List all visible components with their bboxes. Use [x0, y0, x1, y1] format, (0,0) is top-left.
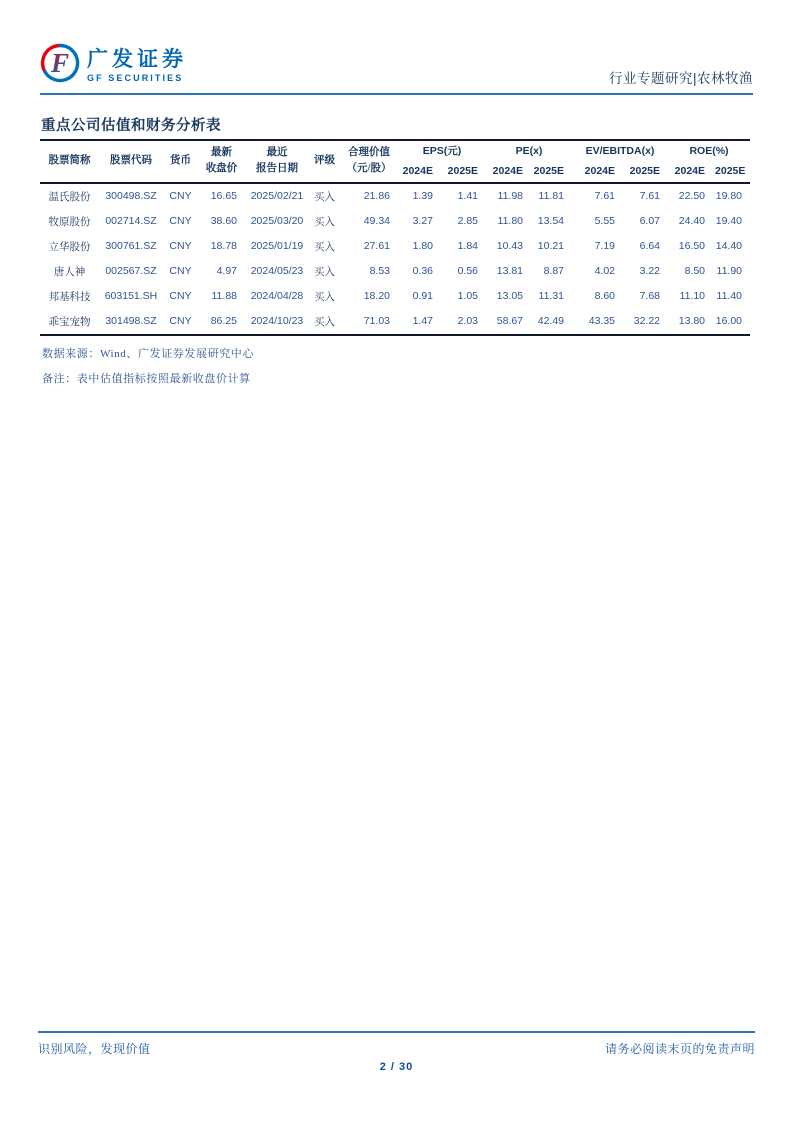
table-cell: CNY — [169, 265, 192, 278]
data-source-note: 数据来源：Wind、广发证券发展研究中心 — [42, 347, 254, 360]
col-header-stock-code: 股票代码 — [110, 155, 152, 167]
table-cell: 42.49 — [537, 315, 565, 328]
table-cell: 1.05 — [457, 290, 479, 303]
table-cell: 7.61 — [594, 190, 616, 203]
table-cell: 2024/05/23 — [250, 265, 304, 278]
table-cell: 19.80 — [715, 190, 743, 203]
table-cell: 43.35 — [588, 315, 616, 328]
report-date-line1: 最近 — [266, 147, 288, 158]
report-category — [609, 67, 753, 88]
stock-name-cell: 立华股份 — [48, 241, 91, 253]
table-cell: 11.88 — [211, 290, 237, 303]
page-header — [40, 0, 753, 95]
col-header-eps-2024e: 2024E — [402, 165, 433, 178]
industry-label: 农林牧渔 — [697, 71, 753, 86]
page-footer — [38, 1031, 755, 1073]
doc-type-label: 行业专题研究 — [608, 71, 693, 86]
table-cell: 7.19 — [594, 240, 616, 253]
table-cell: 38.60 — [210, 215, 237, 228]
col-header-pe-2025e: 2025E — [533, 165, 565, 178]
footer-text-row — [38, 1040, 755, 1057]
table-cell: 300498.SZ — [105, 190, 157, 203]
table-cell: 0.36 — [412, 265, 433, 278]
table-cell: 8.50 — [684, 265, 706, 278]
col-group-eps: EPS(元) — [422, 145, 462, 157]
col-header-report-date — [245, 140, 309, 183]
col-group-roe: ROE(%) — [689, 145, 729, 157]
table-cell: CNY — [169, 315, 192, 328]
table-cell: 21.86 — [363, 190, 390, 203]
table-cell: 16.65 — [210, 190, 237, 203]
table-row — [40, 259, 750, 284]
table-cell: 14.40 — [715, 240, 743, 253]
table-cell: 13.54 — [537, 215, 565, 228]
table-cell: 3.27 — [412, 215, 433, 228]
logo-chinese-name: 广发证券 — [87, 48, 187, 72]
stock-name-cell: 牧原股份 — [48, 216, 91, 228]
table-cell: 24.40 — [678, 215, 706, 228]
table-cell: 8.87 — [543, 265, 565, 278]
table-cell: 8.53 — [369, 265, 390, 278]
table-cell: CNY — [169, 190, 192, 203]
table-cell: 5.55 — [594, 215, 616, 228]
table-cell: CNY — [169, 290, 192, 303]
col-group-ev-ebitda: EV/EBITDA(x) — [585, 145, 655, 157]
table-cell: 1.80 — [412, 240, 433, 253]
gf-logo-icon — [40, 43, 80, 88]
svg-text:F: F — [51, 48, 70, 78]
fair-value-line2: （元/股） — [346, 163, 392, 175]
col-header-latest-close — [198, 140, 245, 183]
table-row — [40, 209, 750, 234]
table-cell: 2025/03/20 — [250, 215, 304, 228]
footer-disclaimer: 请务必阅读末页的免责声明 — [604, 1042, 755, 1056]
col-header-ev-2024e: 2024E — [584, 165, 616, 178]
table-title: 重点公司估值和财务分析表 — [41, 118, 221, 134]
table-cell: 13.80 — [678, 315, 706, 328]
report-date-line2: 报告日期 — [256, 163, 298, 175]
table-cell: 2024/04/28 — [250, 290, 304, 303]
table-cell: 11.40 — [716, 290, 743, 303]
table-cell: 10.21 — [537, 240, 565, 253]
table-cell: 13.81 — [496, 265, 524, 278]
table-cell: 买入 — [314, 266, 335, 278]
table-cell: 8.60 — [594, 290, 616, 303]
table-row — [40, 309, 750, 335]
col-header-eps-2025e: 2025E — [447, 165, 479, 178]
table-cell: 4.02 — [594, 265, 616, 278]
table-cell: 002714.SZ — [105, 215, 157, 228]
fair-value-line1: 合理价值 — [348, 147, 390, 158]
col-header-roe-2025e: 2025E — [715, 165, 746, 178]
latest-close-line1: 最新 — [211, 147, 232, 158]
valuation-table — [40, 139, 750, 336]
col-header-currency: 货币 — [170, 155, 191, 167]
table-cell: CNY — [169, 215, 192, 228]
table-cell: 1.39 — [412, 190, 433, 203]
table-cell: 3.22 — [639, 265, 661, 278]
table-cell: 86.25 — [210, 315, 237, 328]
table-cell: 300761.SZ — [105, 240, 157, 253]
table-cell: 27.61 — [363, 240, 390, 253]
table-cell: 7.61 — [639, 190, 661, 203]
stock-name-cell: 唐人神 — [53, 266, 86, 278]
stock-name-cell: 邦基科技 — [48, 291, 91, 303]
col-header-pe-2024e: 2024E — [492, 165, 524, 178]
table-row — [40, 234, 750, 259]
table-cell: 301498.SZ — [105, 315, 157, 328]
table-cell: 16.50 — [678, 240, 706, 253]
table-cell: 0.56 — [457, 265, 479, 278]
table-cell: 10.43 — [496, 240, 524, 253]
table-cell: 13.05 — [496, 290, 524, 303]
col-header-fair-value — [340, 140, 398, 183]
table-cell: 11.90 — [716, 265, 743, 278]
table-cell: 71.03 — [363, 315, 390, 328]
latest-close-line2: 收盘价 — [205, 163, 238, 175]
table-row — [40, 284, 750, 309]
category-separator: | — [692, 71, 697, 86]
gf-securities-logo — [40, 43, 187, 88]
table-cell: 11.81 — [538, 190, 565, 203]
remark-note: 备注：表中估值指标按照最新收盘价计算 — [42, 372, 251, 385]
table-cell: 19.40 — [715, 215, 743, 228]
table-cell: 11.31 — [538, 290, 565, 303]
stock-name-cell: 乖宝宠物 — [48, 316, 91, 328]
table-cell: 32.22 — [633, 315, 661, 328]
table-cell: 22.50 — [678, 190, 706, 203]
table-cell: 2025/01/19 — [250, 240, 304, 253]
col-header-rating: 评级 — [314, 155, 335, 167]
table-cell: 603151.SH — [104, 290, 158, 303]
table-cell: 2025/02/21 — [250, 190, 304, 203]
table-cell: 2024/10/23 — [250, 315, 304, 328]
logo-text — [87, 48, 187, 82]
footer-slogan: 识别风险，发现价值 — [38, 1042, 151, 1056]
table-cell: 买入 — [314, 241, 335, 253]
table-cell: 1.84 — [457, 240, 479, 253]
col-header-ev-2025e: 2025E — [629, 165, 661, 178]
table-cell: 11.10 — [679, 290, 706, 303]
logo-english-name: GF SECURITIES — [87, 72, 184, 83]
table-cell: 18.20 — [363, 290, 390, 303]
table-cell: 0.91 — [412, 290, 433, 303]
table-cell: 2.03 — [457, 315, 479, 328]
table-cell: 58.67 — [496, 315, 524, 328]
table-cell: 买入 — [314, 291, 335, 303]
table-body — [40, 183, 750, 335]
table-cell: 6.07 — [639, 215, 661, 228]
table-cell: 11.80 — [497, 215, 524, 228]
table-cell: 4.97 — [216, 265, 237, 278]
table-cell: 买入 — [314, 316, 335, 328]
table-cell: 18.78 — [210, 240, 237, 253]
table-row — [40, 183, 750, 209]
table-cell: 2.85 — [457, 215, 479, 228]
col-group-pe: PE(x) — [515, 145, 543, 157]
report-body — [40, 114, 747, 386]
table-cell: 买入 — [314, 191, 335, 203]
table-cell: 6.64 — [639, 240, 661, 253]
table-cell: 49.34 — [363, 215, 390, 228]
table-cell: 002567.SZ — [105, 265, 157, 278]
table-cell: 7.68 — [639, 290, 661, 303]
table-cell: 11.98 — [497, 190, 524, 203]
table-cell: CNY — [169, 240, 192, 253]
table-cell: 1.41 — [457, 190, 479, 203]
table-cell: 16.00 — [715, 315, 743, 328]
page-number: 2 / 30 — [379, 1061, 414, 1073]
table-cell: 1.47 — [412, 315, 433, 328]
col-header-roe-2024e: 2024E — [674, 165, 706, 178]
stock-name-cell: 温氏股份 — [48, 191, 91, 203]
table-cell: 买入 — [314, 216, 335, 228]
col-header-stock-name: 股票简称 — [48, 155, 91, 167]
